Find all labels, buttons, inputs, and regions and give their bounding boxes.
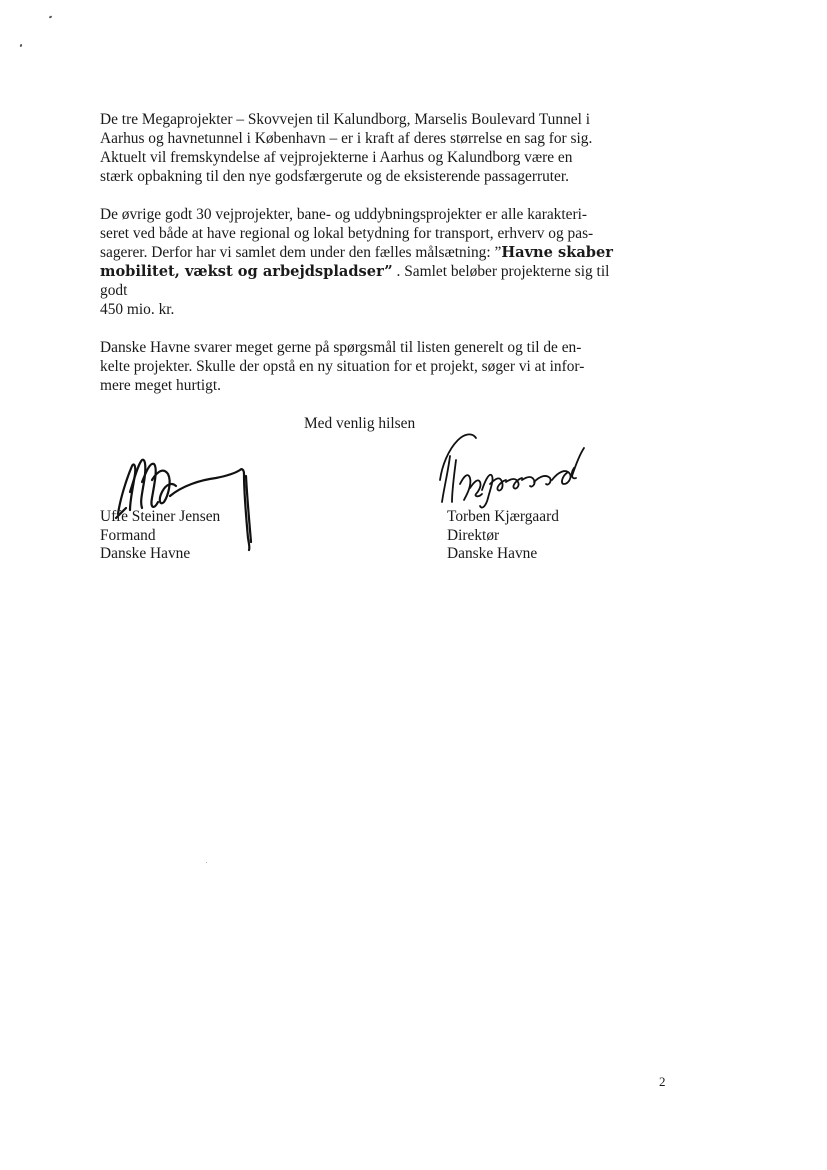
signer-right: [447, 508, 559, 564]
letter-body: [100, 110, 622, 414]
slogan: Havne skaber mobilitet, vækst og arbejdspladser”: [100, 244, 613, 280]
closing-salutation: Med venlig hilsen: [304, 415, 416, 432]
scan-speck: [20, 44, 23, 48]
page-number: 2: [659, 1074, 666, 1089]
scan-speck: [49, 15, 53, 18]
signer-left: [100, 508, 220, 564]
signer-title: Direktør: [447, 526, 500, 544]
paragraph-other-projects: [100, 205, 622, 319]
signer-name: Torben Kjærgaard: [447, 508, 559, 525]
paragraph-text-after: . Samlet beløber projekterne sig til godt 450 mio. kr.: [100, 263, 610, 318]
signer-title: Formand: [100, 526, 156, 544]
paragraph-text-before: De øvrige godt 30 vejprojekter, bane- og uddybningsprojekter er alle karakteri- seret ved både at have regional og lokal betydning for transport, erhverv og pas- sagerer. Derfor har vi samlet dem under den fælles målsætning: ”: [100, 206, 594, 261]
paragraph-contact: Danske Havne svarer meget gerne på spørgsmål til listen generelt og til de en- kelte projekter. Skulle der opstå en ny situation for et projekt, søger vi at infor- mere meget hurtigt.: [100, 339, 585, 394]
signer-organization: Danske Havne: [447, 545, 538, 562]
scan-speck: [206, 862, 207, 863]
paragraph-megaprojects: De tre Megaprojekter – Skovvejen til Kalundborg, Marselis Boulevard Tunnel i Aarhus og havnetunnel i København – er i kraft af deres størrelse en sag for sig. Aktuelt vil fremskyndelse af vejprojekterne i Aarhus og Kalundborg være en stærk opbakning til den nye godsfærgerute og de eksisterende passagerruter.: [100, 111, 593, 185]
signer-name: Uffe Steiner Jensen: [100, 508, 221, 525]
signer-organization: Danske Havne: [100, 545, 191, 562]
